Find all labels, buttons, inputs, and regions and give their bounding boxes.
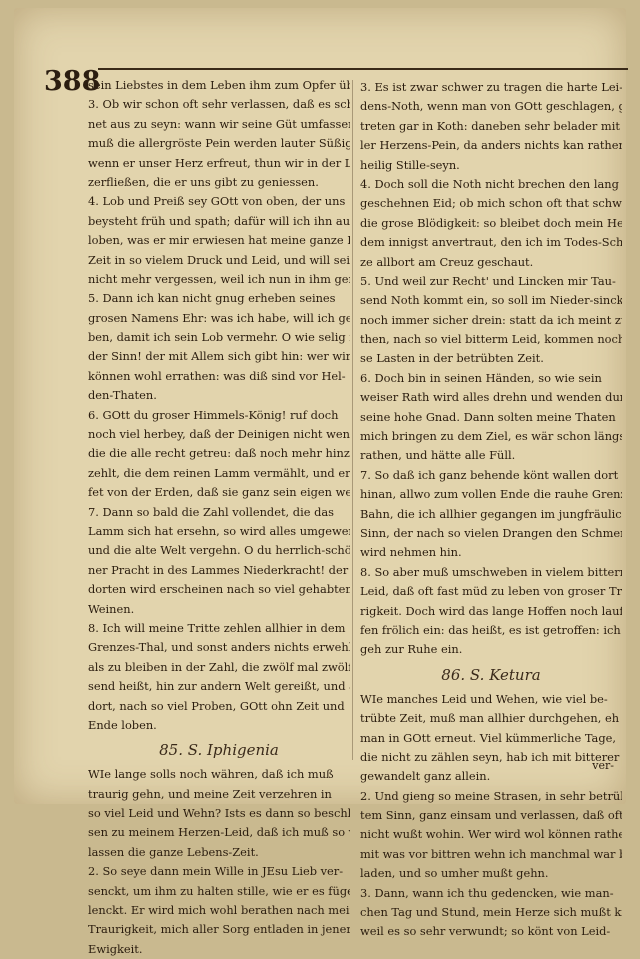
text-line: mich bringen zu dem Ziel, es wär schon läng bbox=[360, 427, 622, 446]
text-line: Traurigkeit, mich aller Sorg entladen in jener bbox=[88, 920, 350, 939]
text-line: weil es so sehr verwundt; so könt von Leid- bbox=[360, 922, 622, 941]
text-line: 5. Dann ich kan nicht gnug erheben seines bbox=[88, 289, 350, 308]
text-line: der Sinn! der mit Allem sich gibt hin: wer wird bbox=[88, 347, 350, 366]
text-line: wenn er unser Herz erfreut, thun wir in der Lieb bbox=[88, 154, 350, 173]
text-line: zehlt, die dem reinen Lamm vermählt, und er bbox=[88, 464, 350, 483]
text-line: können wohl errathen: was diß sind vor Hel- bbox=[88, 367, 350, 386]
text-line: 5. Und weil zur Recht' und Lincken mir Tau- bbox=[360, 272, 622, 291]
text-line: 8. So aber muß umschweben in vielem bittern bbox=[360, 563, 622, 582]
text-line: chen Tag und Stund, mein Herze sich mußt k bbox=[360, 903, 622, 922]
text-line: den-Thaten. bbox=[88, 386, 350, 405]
text-line: so viel Leid und Wehn? Ists es dann so beschlos- bbox=[88, 804, 350, 823]
text-line: ner Pracht in des Lammes Niederkracht! der al- bbox=[88, 561, 350, 580]
text-line: hinan, allwo zum vollen Ende die rauhe Grenzes- bbox=[360, 485, 622, 504]
text-line: trübte Zeit, muß man allhier durchgehen, eh bbox=[360, 709, 622, 728]
text-line: die die alle recht getreu: daß noch mehr hinzu ge- bbox=[88, 444, 350, 463]
text-line: rathen, und hätte alle Füll. bbox=[360, 446, 622, 465]
hymn-heading: 86. S. Ketura bbox=[360, 662, 622, 688]
text-line: Grenzes-Thal, und sonst anders nichts erwehlen, bbox=[88, 638, 350, 657]
text-line: und die alte Welt vergehn. O du herrlich-schö- bbox=[88, 541, 350, 560]
text-line: noch immer sicher drein: statt da ich meint zu ra- bbox=[360, 311, 622, 330]
text-line: fen frölich ein: das heißt, es ist getroffen: ich bbox=[360, 621, 622, 640]
text-line: Zeit in so vielem Druck und Leid, und will sein' bbox=[88, 251, 350, 270]
text-line: mit was vor bittren wehn ich manchmal war be- bbox=[360, 845, 622, 864]
text-line: Lamm sich hat ersehn, so wird alles umgewendet, bbox=[88, 522, 350, 541]
text-line: 2. Und gieng so meine Strasen, in sehr betrüb- bbox=[360, 787, 622, 806]
text-line: 7. So daß ich ganz behende könt wallen dort bbox=[360, 466, 622, 485]
text-line: 8. Ich will meine Tritte zehlen allhier in dem bbox=[88, 619, 350, 638]
text-line: Sinn, der nach so vielen Drangen den Schmerz bbox=[360, 524, 622, 543]
header-rule bbox=[98, 68, 628, 70]
text-line: 3. Dann, wann ich thu gedencken, wie man- bbox=[360, 884, 622, 903]
text-line: send heißt, hin zur andern Welt gereißt, und all- bbox=[88, 677, 350, 696]
text-line: geh zur Ruhe ein. bbox=[360, 640, 622, 659]
text-line: 3. Es ist zwar schwer zu tragen die harte Lei- bbox=[360, 78, 622, 97]
text-line: loben, was er mir erwiesen hat meine ganze bbox=[88, 231, 350, 250]
column-divider bbox=[352, 80, 353, 760]
text-line: laden, und so umher mußt gehn. bbox=[360, 864, 622, 883]
text-line: ben, damit ich sein Lob vermehr. O wie selig ist bbox=[88, 328, 350, 347]
text-line: senckt, um ihm zu halten stille, wie er es füg bbox=[88, 882, 350, 901]
text-line: WIe manches Leid und Wehen, wie viel be- bbox=[360, 690, 622, 709]
catchword: ver- bbox=[592, 759, 614, 772]
text-line: man in GOtt erneut. Viel kümmerliche Tage, bbox=[360, 729, 622, 748]
text-line: heilig Stille-seyn. bbox=[360, 156, 622, 175]
text-line: Ende loben. bbox=[88, 716, 350, 735]
text-line: nicht mehr vergessen, weil ich nun in ihm ge bbox=[88, 270, 350, 289]
text-line: Bahn, die ich allhier gegangen im jungfräulichen bbox=[360, 505, 622, 524]
text-line: dort, nach so viel Proben, GOtt ohn Zeit und bbox=[88, 697, 350, 716]
text-line: ze allbort am Creuz geschaut. bbox=[360, 253, 622, 272]
text-line: weiser Rath wird alles drehn und wenden durch bbox=[360, 388, 622, 407]
text-line: send Noth kommt ein, so soll im Nieder-sincken bbox=[360, 291, 622, 310]
text-line: nicht wußt wohin. Wer wird wol können rathen, bbox=[360, 825, 622, 844]
text-line: geschehnen Eid; ob mich schon oft that schw bbox=[360, 194, 622, 213]
text-line: 7. Dann so bald die Zahl vollendet, die das bbox=[88, 503, 350, 522]
text-line: dorten wird erscheinen nach so viel gehabtem bbox=[88, 580, 350, 599]
text-line: Ewigkeit. bbox=[88, 940, 350, 959]
text-line: WIe lange solls noch währen, daß ich muß bbox=[88, 765, 350, 784]
text-line: treten gar in Koth: daneben sehr belader mit vie- bbox=[360, 117, 622, 136]
text-line: seine hohe Gnad. Dann solten meine Thaten bbox=[360, 408, 622, 427]
text-line: grosen Namens Ehr: was ich habe, will ich ge- bbox=[88, 309, 350, 328]
left-column bbox=[88, 76, 350, 959]
text-line: 4. Doch soll die Noth nicht brechen den lang bbox=[360, 175, 622, 194]
text-line: die nicht zu zählen seyn, hab ich mit bitterer bbox=[360, 748, 622, 767]
text-line: wird nehmen hin. bbox=[360, 543, 622, 562]
text-line: zerfließen, die er uns gibt zu geniessen. bbox=[88, 173, 350, 192]
text-line: lassen die ganze Lebens-Zeit. bbox=[88, 843, 350, 862]
text-line: traurig gehn, und meine Zeit verzehren in bbox=[88, 785, 350, 804]
text-line: beysteht früh und spath; dafür will ich ihn auch bbox=[88, 212, 350, 231]
text-line: tem Sinn, ganz einsam und verlassen, daß oft bbox=[360, 806, 622, 825]
text-line: 2. So seye dann mein Wille in JEsu Lieb ver- bbox=[88, 862, 350, 881]
text-line: sein Liebstes in dem Leben ihm zum Opfer ü bbox=[88, 76, 350, 95]
text-line: Leid, daß oft fast müd zu leben von groser Trau- bbox=[360, 582, 622, 601]
text-line: gewandelt ganz allein. bbox=[360, 767, 622, 786]
right-column bbox=[360, 78, 622, 942]
text-line: se Lasten in der betrübten Zeit. bbox=[360, 349, 622, 368]
text-line: sen zu meinem Herzen-Leid, daß ich muß so ver- bbox=[88, 823, 350, 842]
text-line: then, nach so viel bitterm Leid, kommen noch bbox=[360, 330, 622, 349]
text-line: die grose Blödigkeit: so bleibet doch mein Herze bbox=[360, 214, 622, 233]
text-line: muß die allergröste Pein werden lauter Süßigkeit, bbox=[88, 134, 350, 153]
text-line: als zu bleiben in der Zahl, die zwölf mal zwölf tau- bbox=[88, 658, 350, 677]
text-line: 6. GOtt du groser Himmels-König! ruf doch bbox=[88, 406, 350, 425]
text-line: dens-Noth, wenn man von GOtt geschlagen, ge- bbox=[360, 97, 622, 116]
text-line: Weinen. bbox=[88, 600, 350, 619]
text-line: noch viel herbey, daß der Deinigen nicht wenig, bbox=[88, 425, 350, 444]
text-line: dem innigst anvertraut, den ich im Todes-Schmer- bbox=[360, 233, 622, 252]
text-line: fet von der Erden, daß sie ganz sein eigen we bbox=[88, 483, 350, 502]
text-line: 3. Ob wir schon oft sehr verlassen, daß es schei- bbox=[88, 95, 350, 114]
text-line: 4. Lob und Preiß sey GOtt von oben, der uns bbox=[88, 192, 350, 211]
text-line: net aus zu seyn: wann wir seine Güt umfassen, bbox=[88, 115, 350, 134]
text-line: rigkeit. Doch wird das lange Hoffen noch lauf- bbox=[360, 602, 622, 621]
page-number: 388 bbox=[44, 66, 100, 97]
text-line: lenckt. Er wird mich wohl berathen nach meiner bbox=[88, 901, 350, 920]
hymn-heading: 85. S. Iphigenia bbox=[88, 737, 350, 763]
text-line: ler Herzens-Pein, da anders nichts kan rathen als bbox=[360, 136, 622, 155]
text-line: 6. Doch bin in seinen Händen, so wie sein bbox=[360, 369, 622, 388]
